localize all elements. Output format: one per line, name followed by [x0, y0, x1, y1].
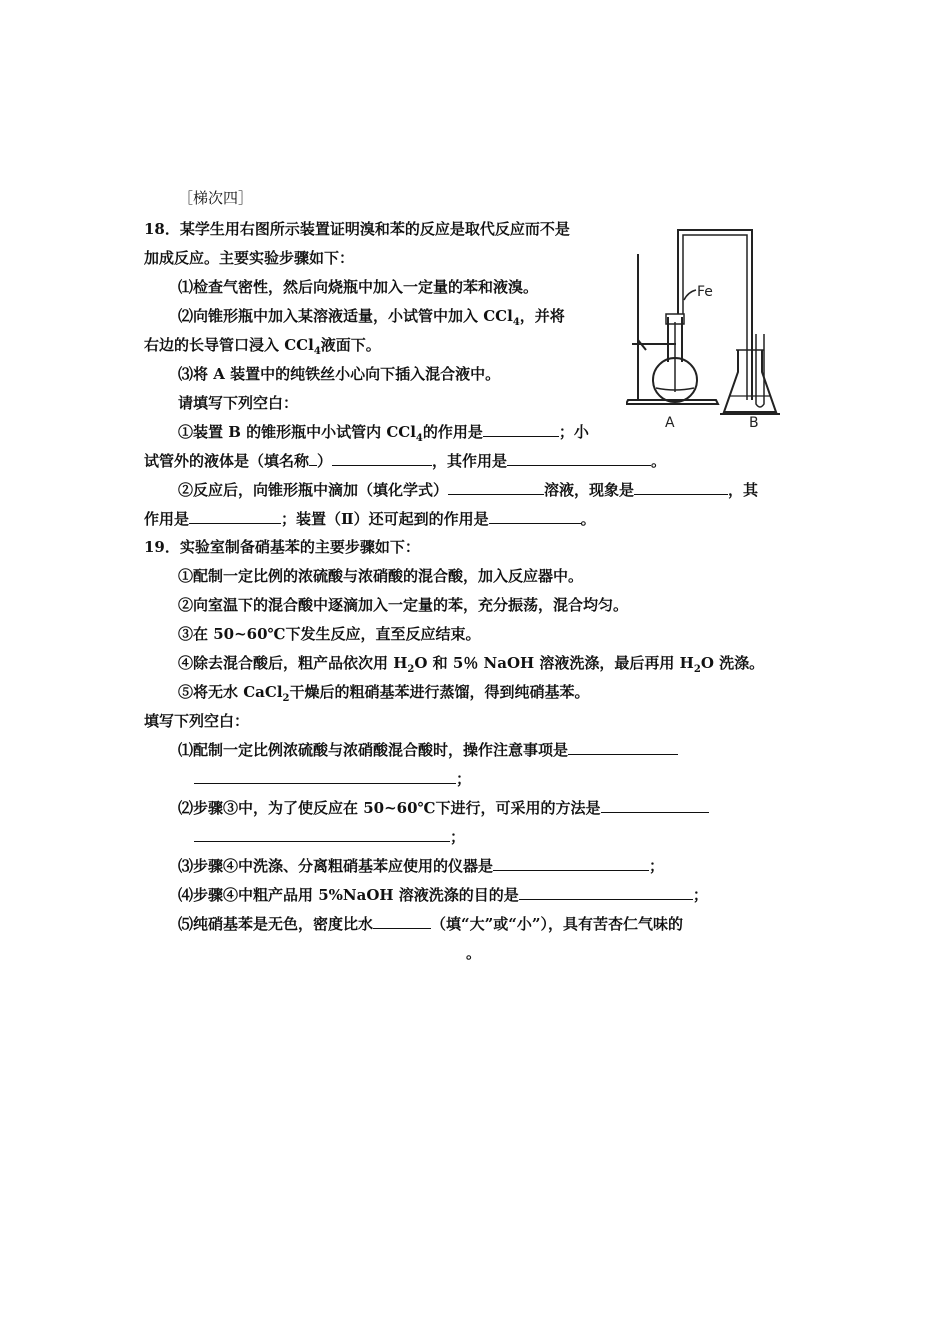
- text: ）: [317, 452, 333, 470]
- text: 右边的长导管口浸入 CCl: [144, 336, 314, 354]
- subscript: 4: [415, 433, 423, 444]
- q18-intro-line2: 加成反应。主要实验步骤如下：: [144, 249, 355, 267]
- answer-blank[interactable]: [601, 798, 709, 813]
- text: 的作用是: [422, 423, 483, 441]
- q19-step4: [178, 653, 764, 680]
- answer-blank[interactable]: [373, 914, 431, 929]
- text: 液面下。: [320, 336, 381, 354]
- text: ②反应后，向锥形瓶中滴加（填化学式）: [178, 481, 449, 499]
- text: 。: [651, 452, 667, 470]
- text: ；装置（Ⅱ）还可起到的作用是: [281, 510, 489, 528]
- q18-fill-prompt: 请填写下列空白：: [178, 394, 299, 412]
- q19-p3: [178, 856, 664, 876]
- q18-step3: ⑶将 A 装置中的纯铁丝小心向下插入混合液中。: [178, 365, 501, 383]
- text: ⑵步骤③中，为了使反应在 50~60℃下进行，可采用的方法是: [178, 799, 601, 817]
- figure-label-b: B: [749, 415, 759, 431]
- answer-blank[interactable]: [194, 827, 450, 842]
- delivery-tube-outer: [678, 230, 752, 400]
- text: ；: [456, 770, 472, 788]
- q19-p4: [178, 885, 708, 905]
- q18-sub2-cont: [144, 509, 596, 529]
- q19-p5: [178, 914, 683, 934]
- answer-blank[interactable]: [309, 451, 317, 466]
- q19-p5-end: 。: [466, 944, 482, 962]
- text: ，其: [728, 481, 759, 499]
- subscript: 2: [693, 664, 701, 675]
- q19-p2-cont: [194, 827, 465, 847]
- q19-step1: ①配制一定比例的浓硫酸与浓硝酸的混合酸，加入反应器中。: [178, 567, 584, 585]
- fe-label: Fe: [697, 284, 713, 300]
- answer-blank[interactable]: [568, 740, 678, 755]
- answer-blank[interactable]: [634, 480, 728, 495]
- subscript: 4: [313, 346, 321, 357]
- text: O 洗涤。: [700, 654, 765, 672]
- text: 溶液，现象是: [544, 481, 635, 499]
- text: ⑴配制一定比例浓硫酸与浓硝酸混合酸时，操作注意事项是: [178, 741, 569, 759]
- text: O 和 5％ NaOH 溶液洗涤，最后再用 H: [414, 654, 694, 672]
- q19-intro: 19．实验室制备硝基苯的主要步骤如下：: [144, 538, 420, 556]
- fe-pointer: [684, 290, 696, 300]
- text: ⑵向锥形瓶中加入某溶液适量，小试管中加入 CCl: [178, 307, 513, 325]
- conical-flask: [724, 350, 776, 412]
- text: 干燥后的粗硝基苯进行蒸馏，得到纯硝基苯。: [289, 683, 590, 701]
- q19-p2: [178, 798, 709, 818]
- section-label: ［梯次四］: [178, 189, 254, 207]
- q18-sub2: [178, 480, 758, 500]
- text: ⑶步骤④中洗涤、分离粗硝基苯应使用的仪器是: [178, 857, 494, 875]
- answer-blank[interactable]: [493, 856, 649, 871]
- answer-blank[interactable]: [483, 422, 559, 437]
- figure-label-a: A: [665, 415, 675, 431]
- q18-step2: [178, 306, 565, 333]
- q18-intro-line1: 18．某学生用右图所示装置证明溴和苯的反应是取代反应而不是: [144, 220, 570, 238]
- text: ⑸纯硝基苯是无色，密度比水: [178, 915, 374, 933]
- q19-p1: [178, 740, 678, 760]
- q19-p1-cont: [194, 769, 471, 789]
- answer-blank[interactable]: [194, 769, 456, 784]
- text: ⑷步骤④中粗产品用 5%NaOH 溶液洗涤的目的是: [178, 886, 519, 904]
- q19-step2: ②向室温下的混合酸中逐滴加入一定量的苯，充分振荡，混合均匀。: [178, 596, 629, 614]
- text: ④除去混合酸后，粗产品依次用 H: [178, 654, 408, 672]
- answer-blank[interactable]: [489, 509, 581, 524]
- subscript: 4: [512, 317, 520, 328]
- text: 作用是: [144, 510, 190, 528]
- text: ；: [649, 857, 665, 875]
- q18-step2-cont: [144, 335, 381, 362]
- text: ，并将: [519, 307, 565, 325]
- subscript: 2: [407, 664, 415, 675]
- text: （填“大”或“小”），具有苦杏仁气味的: [431, 915, 684, 933]
- q18-sub1: [178, 422, 589, 449]
- answer-blank[interactable]: [189, 509, 281, 524]
- q19-step3: ③在 50~60℃下发生反应，直至反应结束。: [178, 625, 481, 643]
- q19-step5: [178, 682, 590, 709]
- text: ⑤将无水 CaCl: [178, 683, 283, 701]
- answer-blank[interactable]: [507, 451, 651, 466]
- text: ；小: [558, 423, 589, 441]
- answer-blank[interactable]: [448, 480, 544, 495]
- text: ；: [692, 886, 708, 904]
- answer-blank[interactable]: [332, 451, 432, 466]
- q18-step1: ⑴检查气密性，然后向烧瓶中加入一定量的苯和液溴。: [178, 278, 539, 296]
- q19-fill-prompt: 填写下列空白：: [144, 712, 250, 730]
- apparatus-figure: [626, 222, 802, 432]
- answer-blank[interactable]: [519, 885, 693, 900]
- text: ；: [450, 828, 466, 846]
- text: 试管外的液体是（填名称: [144, 452, 310, 470]
- text: ①装置 B 的锥形瓶中小试管内 CCl: [178, 423, 416, 441]
- text: 。: [580, 510, 596, 528]
- apparatus-drawing: [626, 222, 802, 432]
- q18-sub1-cont: [144, 451, 666, 471]
- text: ，其作用是: [432, 452, 508, 470]
- subscript: 2: [282, 693, 290, 704]
